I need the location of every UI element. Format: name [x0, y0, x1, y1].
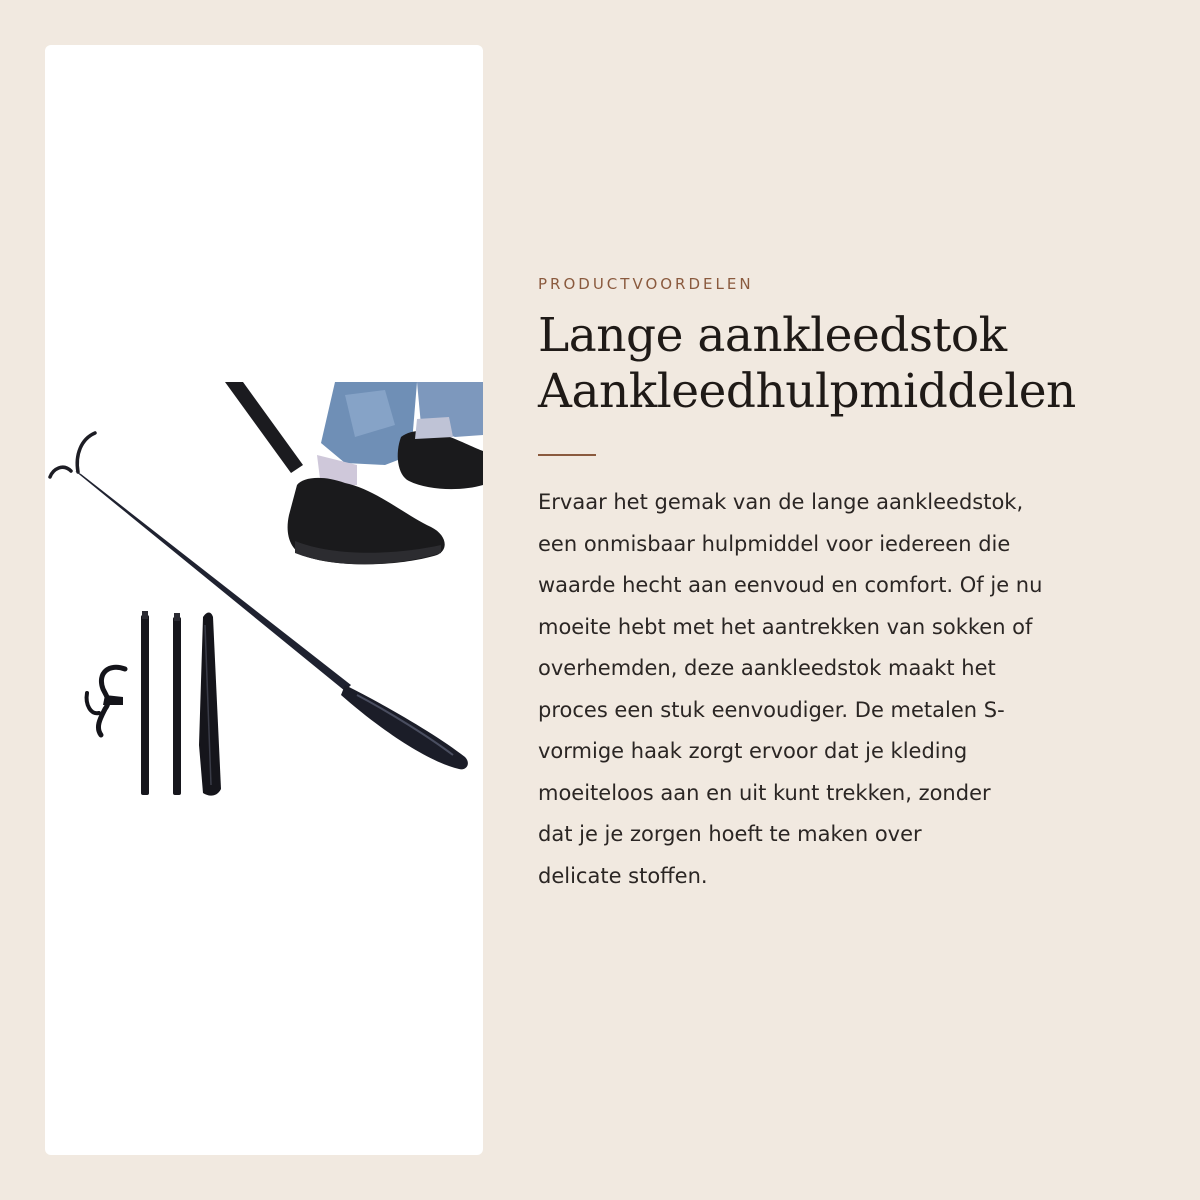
description-line: delicate stoffen. — [538, 863, 708, 888]
product-title-line: Lange aankleedstok — [538, 308, 1007, 363]
description-line: waarde hecht aan eenvoud en comfort. Of je nu — [538, 573, 1043, 597]
shoehorn-icon — [199, 613, 221, 796]
description-line: een onmisbaar hulpmiddel voor iedereen die — [538, 531, 1011, 556]
description-line: overhemden, deze aankleedstok maakt het — [538, 656, 996, 680]
description-line: Ervaar het gemak van de lange aankleedstok, — [538, 490, 1024, 514]
description-line: moeite hebt met het aantrekken van sokken of — [538, 614, 1033, 639]
description-line: proces een stuk eenvoudiger. De metalen S- — [538, 697, 1005, 722]
product-title-line: Aankleedhulpmiddelen — [538, 364, 1076, 419]
product-title — [538, 308, 1158, 420]
description-line: vormige haak zorgt ervoor dat je kleding — [538, 739, 968, 763]
product-description — [538, 482, 1158, 897]
rod-segment-icon — [173, 613, 181, 795]
rod-segment-icon — [141, 611, 149, 795]
product-benefits-section — [538, 274, 1158, 897]
s-hook-icon — [87, 667, 125, 735]
description-line: dat je je zorgen hoeft te maken over — [538, 822, 922, 846]
title-divider — [538, 454, 596, 456]
dressing-stick-icon — [50, 433, 468, 769]
description-line: moeiteloos aan en uit kunt trekken, zonder — [538, 780, 991, 805]
product-image-card — [45, 45, 483, 1155]
leg-with-shoe-icon — [225, 382, 483, 564]
section-eyebrow: PRODUCTVOORDELEN — [538, 275, 754, 293]
product-photo — [45, 45, 483, 1155]
